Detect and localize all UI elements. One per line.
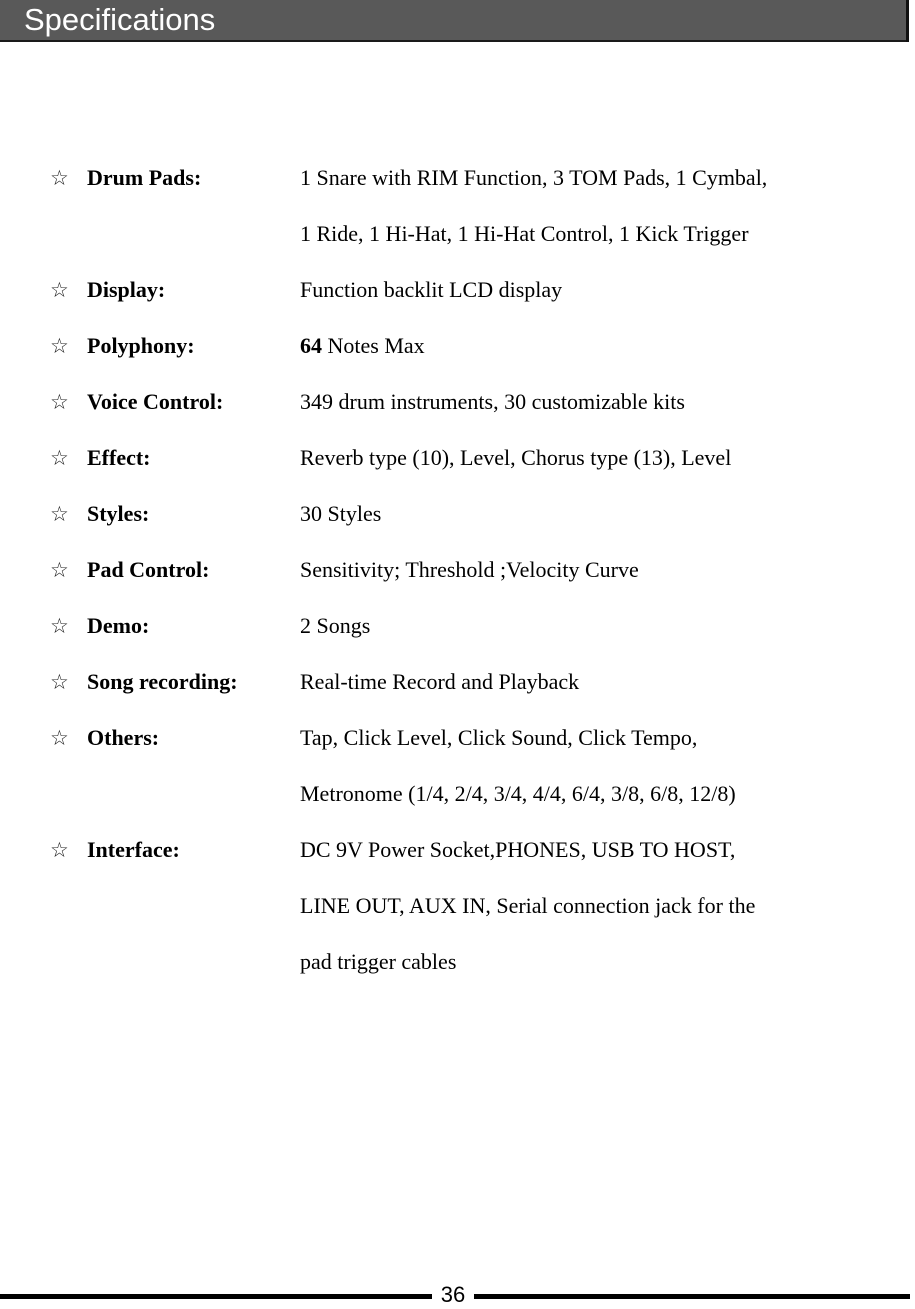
- spec-row-voice-control: [0, 374, 915, 430]
- spec-label: Polyphony:: [87, 333, 195, 358]
- spec-value: LINE OUT, AUX IN, Serial connection jack for the: [300, 893, 756, 918]
- star-icon: ☆: [50, 838, 69, 862]
- star-icon: ☆: [50, 278, 69, 302]
- spec-value: 30 Styles: [300, 501, 382, 526]
- spec-row-effect: [0, 430, 915, 486]
- page-title: Specifications: [24, 2, 216, 37]
- spec-value: 349 drum instruments, 30 customizable kits: [300, 389, 685, 414]
- polyphony-count: 64: [300, 333, 322, 358]
- header-rule: [0, 40, 908, 42]
- spec-value: Tap, Click Level, Click Sound, Click Tempo,: [300, 725, 698, 750]
- spec-row-interface-cont: [0, 878, 915, 934]
- star-icon: ☆: [50, 390, 69, 414]
- spec-label: Effect:: [87, 445, 151, 470]
- star-icon: ☆: [50, 726, 69, 750]
- spec-row-interface: [0, 822, 915, 878]
- spec-row-drum-pads: [0, 150, 915, 206]
- spec-value: Function backlit LCD display: [300, 277, 563, 302]
- star-icon: ☆: [50, 614, 69, 638]
- spec-list: [0, 150, 915, 990]
- polyphony-unit: Notes Max: [322, 333, 425, 358]
- spec-row-demo: [0, 598, 915, 654]
- footer-rule-right: [474, 1294, 910, 1299]
- spec-value: Sensitivity; Threshold ;Velocity Curve: [300, 557, 639, 582]
- spec-value: Reverb type (10), Level, Chorus type (13), Level: [300, 445, 732, 470]
- spec-label: Others:: [87, 725, 160, 750]
- spec-label: Interface:: [87, 837, 180, 862]
- spec-row-polyphony: [0, 318, 915, 374]
- spec-value: 1 Ride, 1 Hi-Hat, 1 Hi-Hat Control, 1 Kick Trigger: [300, 221, 749, 246]
- spec-label: Pad Control:: [87, 557, 210, 582]
- spec-row-drum-pads-cont: [0, 206, 915, 262]
- spec-row-song-recording: [0, 654, 915, 710]
- spec-row-styles: [0, 486, 915, 542]
- spec-label: Styles:: [87, 501, 150, 526]
- spec-label: Voice Control:: [87, 389, 224, 414]
- spec-label: Song recording:: [87, 669, 238, 694]
- spec-value: DC 9V Power Socket,PHONES, USB TO HOST,: [300, 837, 736, 862]
- spec-value: 1 Snare with RIM Function, 3 TOM Pads, 1 Cymbal,: [300, 165, 768, 190]
- spec-label: Demo:: [87, 613, 150, 638]
- star-icon: ☆: [50, 334, 69, 358]
- star-icon: ☆: [50, 166, 69, 190]
- spec-row-interface-cont: [0, 934, 915, 990]
- header-edge: [906, 0, 909, 42]
- spec-value: [300, 318, 425, 374]
- star-icon: ☆: [50, 502, 69, 526]
- footer-rule-left: [0, 1294, 432, 1299]
- spec-row-others-cont: [0, 766, 915, 822]
- spec-value: 2 Songs: [300, 613, 371, 638]
- spec-value: Real-time Record and Playback: [300, 669, 580, 694]
- spec-label: Display:: [87, 277, 166, 302]
- spec-value: pad trigger cables: [300, 949, 457, 974]
- star-icon: ☆: [50, 558, 69, 582]
- spec-row-pad-control: [0, 542, 915, 598]
- star-icon: ☆: [50, 446, 69, 470]
- spec-label: Drum Pads:: [87, 165, 202, 190]
- spec-row-others: [0, 710, 915, 766]
- page-number: 36: [440, 1282, 466, 1307]
- spec-row-display: [0, 262, 915, 318]
- star-icon: ☆: [50, 670, 69, 694]
- spec-value: Metronome (1/4, 2/4, 3/4, 4/4, 6/4, 3/8, 6/8, 12/8): [300, 781, 736, 806]
